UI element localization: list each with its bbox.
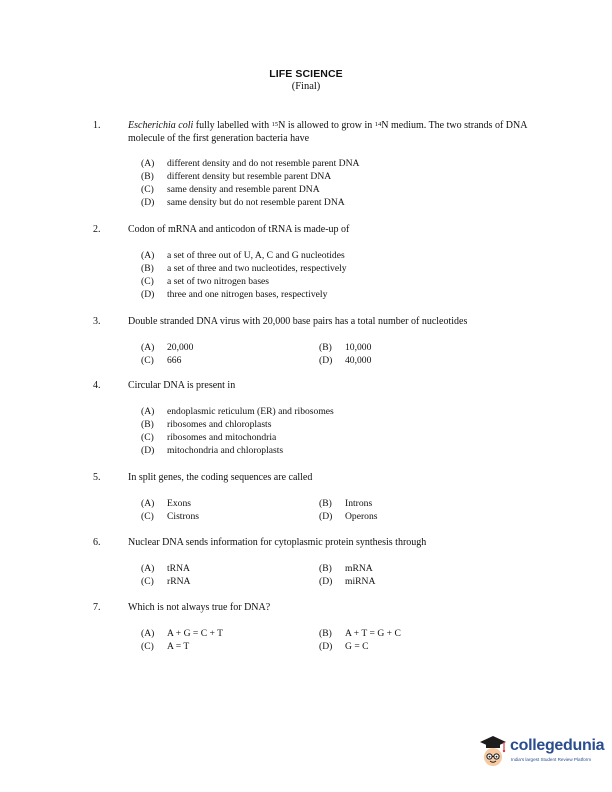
option-1d: (D) same density but do not resemble parent DNA xyxy=(141,197,345,208)
question-text: Codon of mRNA and anticodon of tRNA is made-up of xyxy=(128,224,350,235)
collegedunia-logo xyxy=(477,733,605,773)
question-text: Escherichia coli fully labelled with $^{15}$N is allowed to grow in $^{14}$N medium. The two strands of DNA molecule of the first generation bacteria have xyxy=(128,120,527,144)
question-number: 4. xyxy=(93,380,101,391)
question-text: Which is not always true for DNA? xyxy=(128,602,271,613)
option-2d: (D) three and one nitrogen bases, respectively xyxy=(141,289,328,300)
option-2b: (B) a set of three and two nucleotides, respectively xyxy=(141,263,347,274)
option-5a: (A) Exons xyxy=(141,498,191,509)
question-number: 6. xyxy=(93,537,101,548)
option-4c: (C) ribosomes and mitochondria xyxy=(141,432,277,443)
option-4a: (A) endoplasmic reticulum (ER) and ribosomes xyxy=(141,406,334,417)
option-5d: (D) Operons xyxy=(319,511,378,522)
graduate-mascot-icon xyxy=(477,733,509,773)
option-6d: (D) miRNA xyxy=(319,576,376,587)
logo-wordmark: collegedunia xyxy=(510,737,605,754)
option-7a: (A) A + G = C + T xyxy=(141,628,224,639)
question-number: 3. xyxy=(93,316,101,327)
question-number: 1. xyxy=(93,120,101,131)
option-6a: (A) tRNA xyxy=(141,563,190,574)
option-3a: (A) 20,000 xyxy=(141,342,194,353)
option-1a: (A) different density and do not resemble parent DNA xyxy=(141,158,360,169)
option-3b: (B) 10,000 xyxy=(319,342,372,353)
option-5c: (C) Cistrons xyxy=(141,511,199,522)
option-6c: (C) rRNA xyxy=(141,576,191,587)
option-2c: (C) a set of two nitrogen bases xyxy=(141,276,270,287)
option-7d: (D) G = C xyxy=(319,641,369,652)
option-2a: (A) a set of three out of U, A, C and G nucleotides xyxy=(141,250,345,261)
option-4b: (B) ribosomes and chloroplasts xyxy=(141,419,272,430)
question-text: In split genes, the coding sequences are called xyxy=(128,472,313,483)
option-3d: (D) 40,000 xyxy=(319,355,372,366)
question-number: 2. xyxy=(93,224,101,235)
page-subtitle: (Final) xyxy=(291,81,321,92)
question-text: Nuclear DNA sends information for cytoplasmic protein synthesis through xyxy=(128,537,427,548)
question-number: 7. xyxy=(93,602,101,613)
option-1b: (B) different density but resemble parent DNA xyxy=(141,171,332,182)
option-1c: (C) same density and resemble parent DNA xyxy=(141,184,320,195)
option-5b: (B) Introns xyxy=(319,498,373,509)
logo-tagline: India's largest Student Review Platform xyxy=(511,757,592,762)
option-7c: (C) A = T xyxy=(141,641,190,652)
option-4d: (D) mitochondria and chloroplasts xyxy=(141,445,284,456)
question-text: Circular DNA is present in xyxy=(128,380,236,391)
option-7b: (B) A + T = G + C xyxy=(319,628,401,639)
page-title: LIFE SCIENCE xyxy=(269,68,343,80)
question-text: Double stranded DNA virus with 20,000 base pairs has a total number of nucleotides xyxy=(128,316,468,327)
question-number: 5. xyxy=(93,472,101,483)
option-3c: (C) 666 xyxy=(141,355,182,366)
option-6b: (B) mRNA xyxy=(319,563,373,574)
